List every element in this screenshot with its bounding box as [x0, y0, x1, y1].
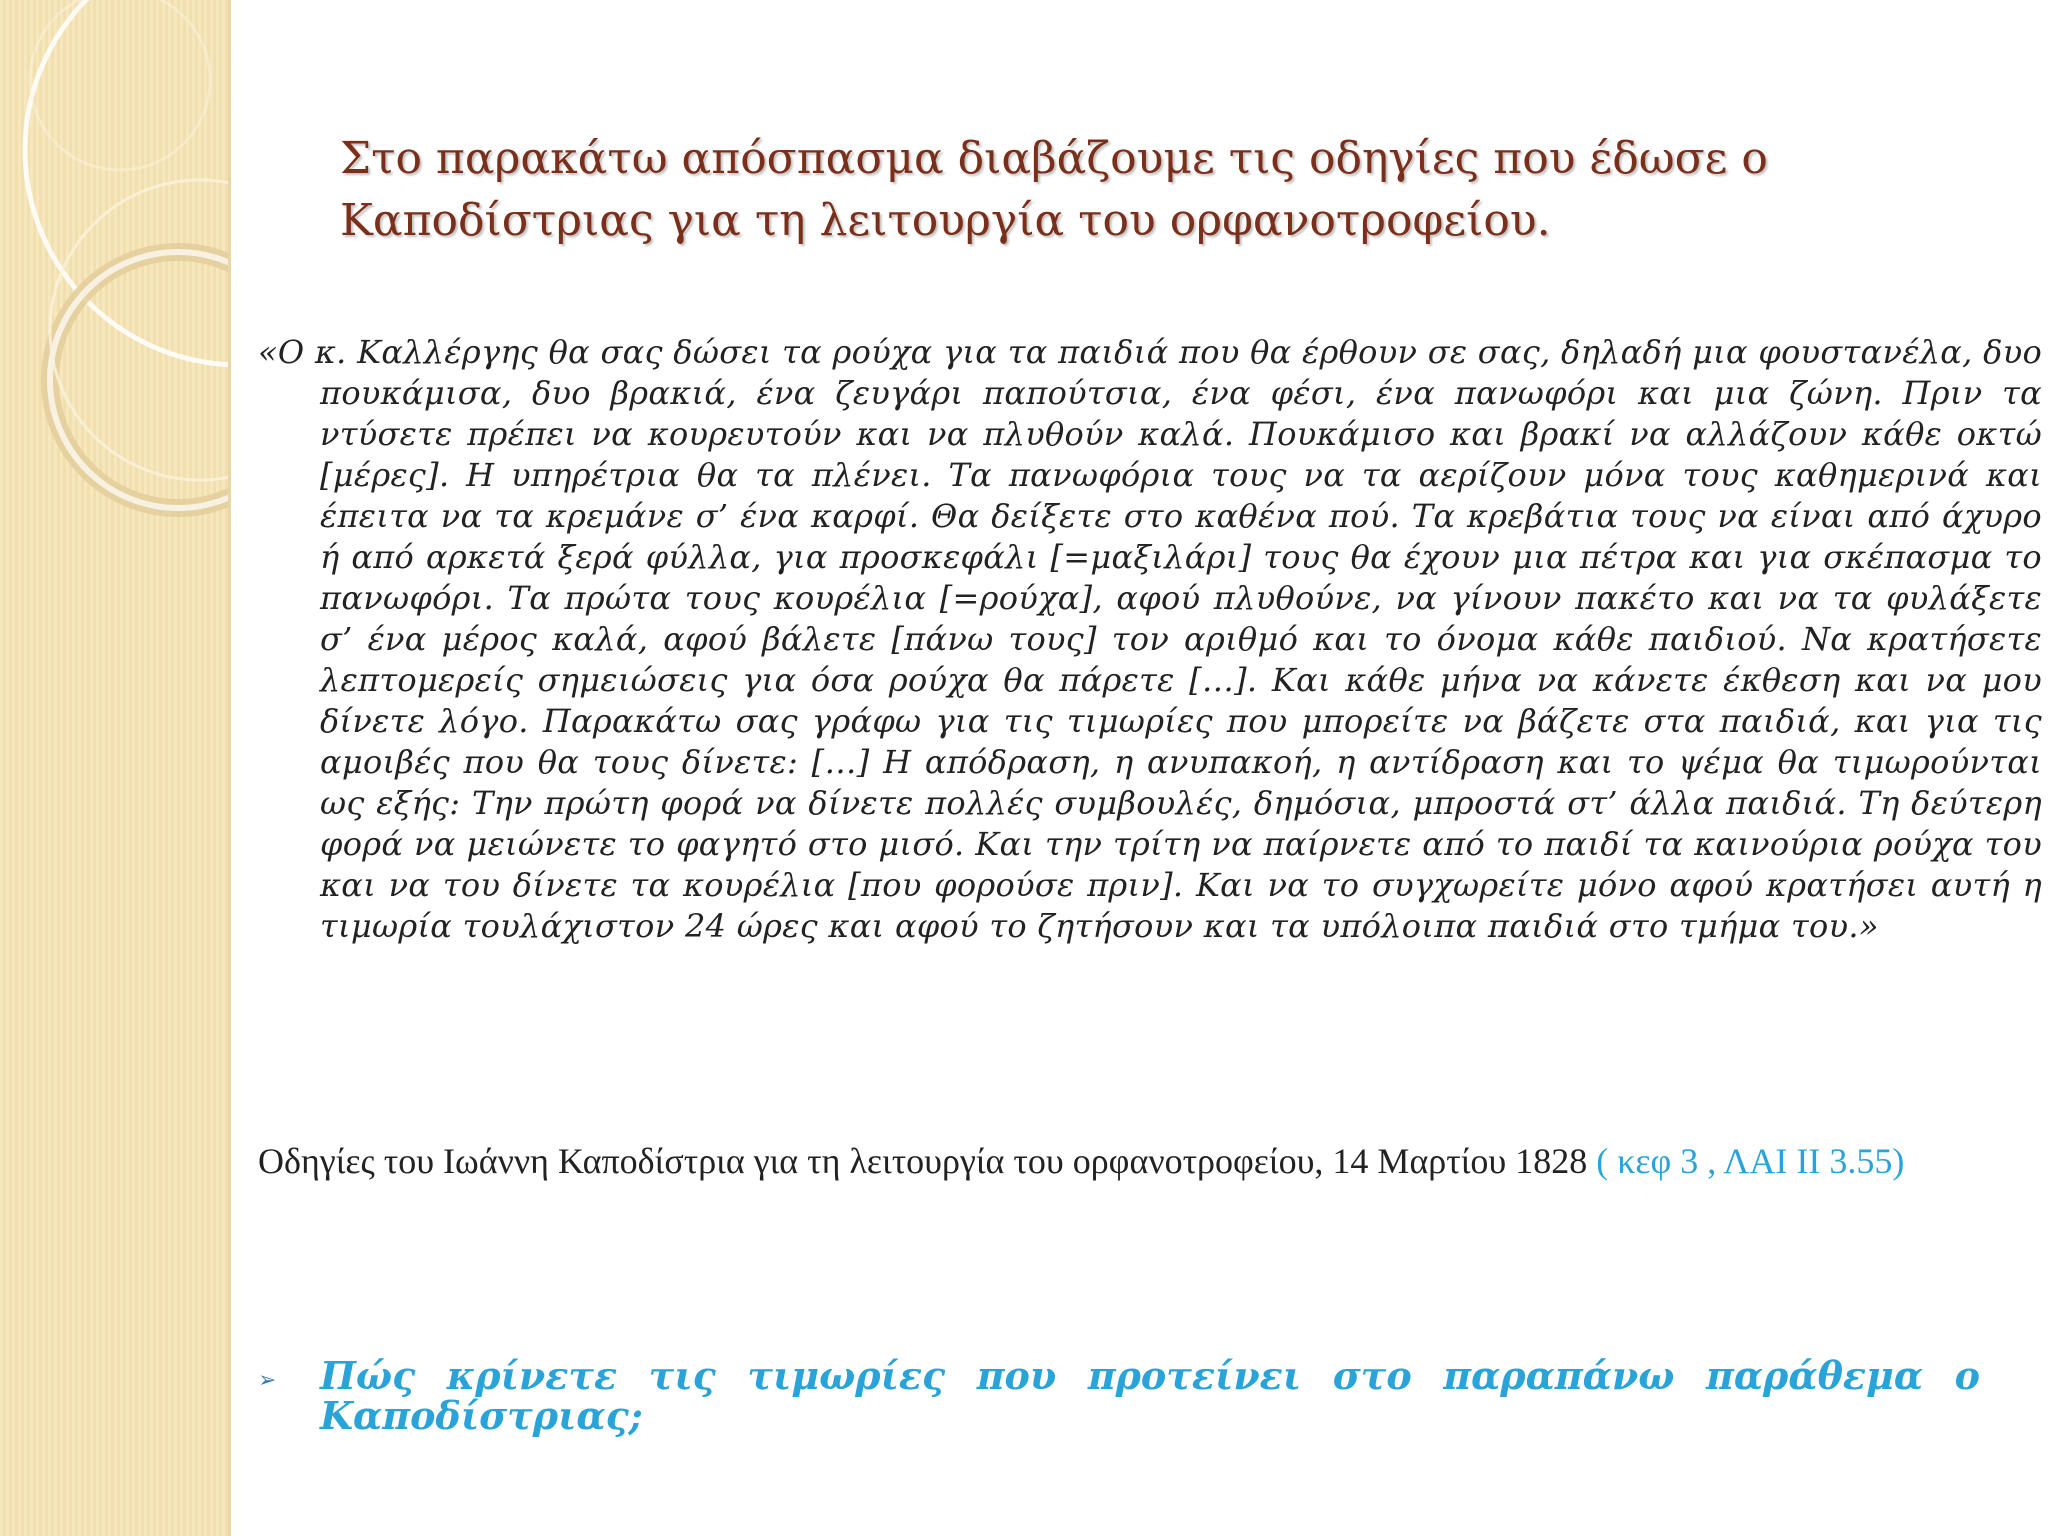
source-reference: ( κεφ 3 , ΛΑΙ ΙΙ 3.55) — [1596, 1141, 1905, 1181]
decorative-side-panel — [0, 0, 228, 1536]
slide-title-line1: Στο παρακάτω απόσπασμα διαβάζουμε τις οδηγίες που έδωσε ο — [340, 133, 1768, 184]
question-text: Πώς κρίνετε τις τιμωρίες που προτείνει στο παραπάνω παράθεμα ο Καποδίστριας; — [320, 1353, 1980, 1438]
slide-title-line2: Καποδίστριας για τη λειτουργία του ορφανοτροφείου. — [340, 195, 1551, 246]
source-citation — [258, 1142, 2042, 1180]
question-bullet — [258, 1353, 1980, 1438]
quote-paragraph: «Ο κ. Καλλέργης θα σας δώσει τα ρούχα για τα παιδιά που θα έρθουν σε σας, δηλαδή μια φουστανέλα, δυο πουκάμισα, δυο βρακιά, ένα ζευγάρι παπούτσια, ένα φέσι, ένα πανωφόρι και μια ζώνη. Πριν τα ντύσετε πρέπει να κουρευτούν και να πλυθούν καλά. Πουκάμισο και βρακί να αλλάζουν κάθε οκτώ [μέρες]. Η υπηρέτρια θα τα πλένει. Τα πανωφόρια τους να τα αερίζουν μόνα τους καθημερινά και έπειτα να τα κρεμάνε σ’ ένα καρφί. Θα δείξετε στο καθένα πού. Τα κρεβάτια τους να είναι από άχυρο ή από αρκετά ξερά φύλλα, για προσκεφάλι [=μαξιλάρι] τους θα έχουν μια πέτρα και για σκέπασμα το πανωφόρι. Τα πρώτα τους κουρέλια [=ρούχα], αφού πλυθούνε, να γίνουν πακέτο και να τα φυλάξετε σ’ ένα μέρος καλά, αφού βάλετε [πάνω τους] τον αριθμό και το όνομα κάθε παιδιού. Να κρατήσετε λεπτομερείς σημειώσεις για όσα ρούχα θα πάρετε […]. Και κάθε μήνα να κάνετε έκθεση και να μου δίνετε λόγο. Παρακάτω σας γράφω για τις τιμωρίες που μπορείτε να βάζετε στα παιδιά, και για τις αμοιβές που θα τους δίνετε: […] Η απόδραση, η ανυπακοή, η αντίδραση και το ψέμα θα τιμωρούνται ως εξής: Την πρώτη φορά να δίνετε πολλές συμβουλές, δημόσια, μπροστά στ’ άλλα παιδιά. Τη δεύτερη φορά να μειώνετε το φαγητό στο μισό. Και την τρίτη να παίρνετε από το παιδί τα καινούρια ρούχα του και να του δίνετε τα κουρέλια [που φορούσε πριν]. Και να το συγχωρείτε μόνο αφού κρατήσει αυτή η τιμωρία τουλάχιστον 24 ώρες και αφού το ζητήσουν και τα υπόλοιπα παιδιά στο τμήμα του.» — [258, 333, 2043, 945]
side-panel-edge — [228, 0, 231, 1536]
slide-title — [340, 128, 1940, 252]
arrow-bullet-icon: ➢ — [258, 1368, 277, 1393]
source-text: Οδηγίες του Ιωάννη Καποδίστρια για τη λειτουργία του ορφανοτροφείου, 14 Μαρτίου 1828 — [258, 1141, 1597, 1181]
decorative-circles-icon — [0, 0, 228, 1536]
